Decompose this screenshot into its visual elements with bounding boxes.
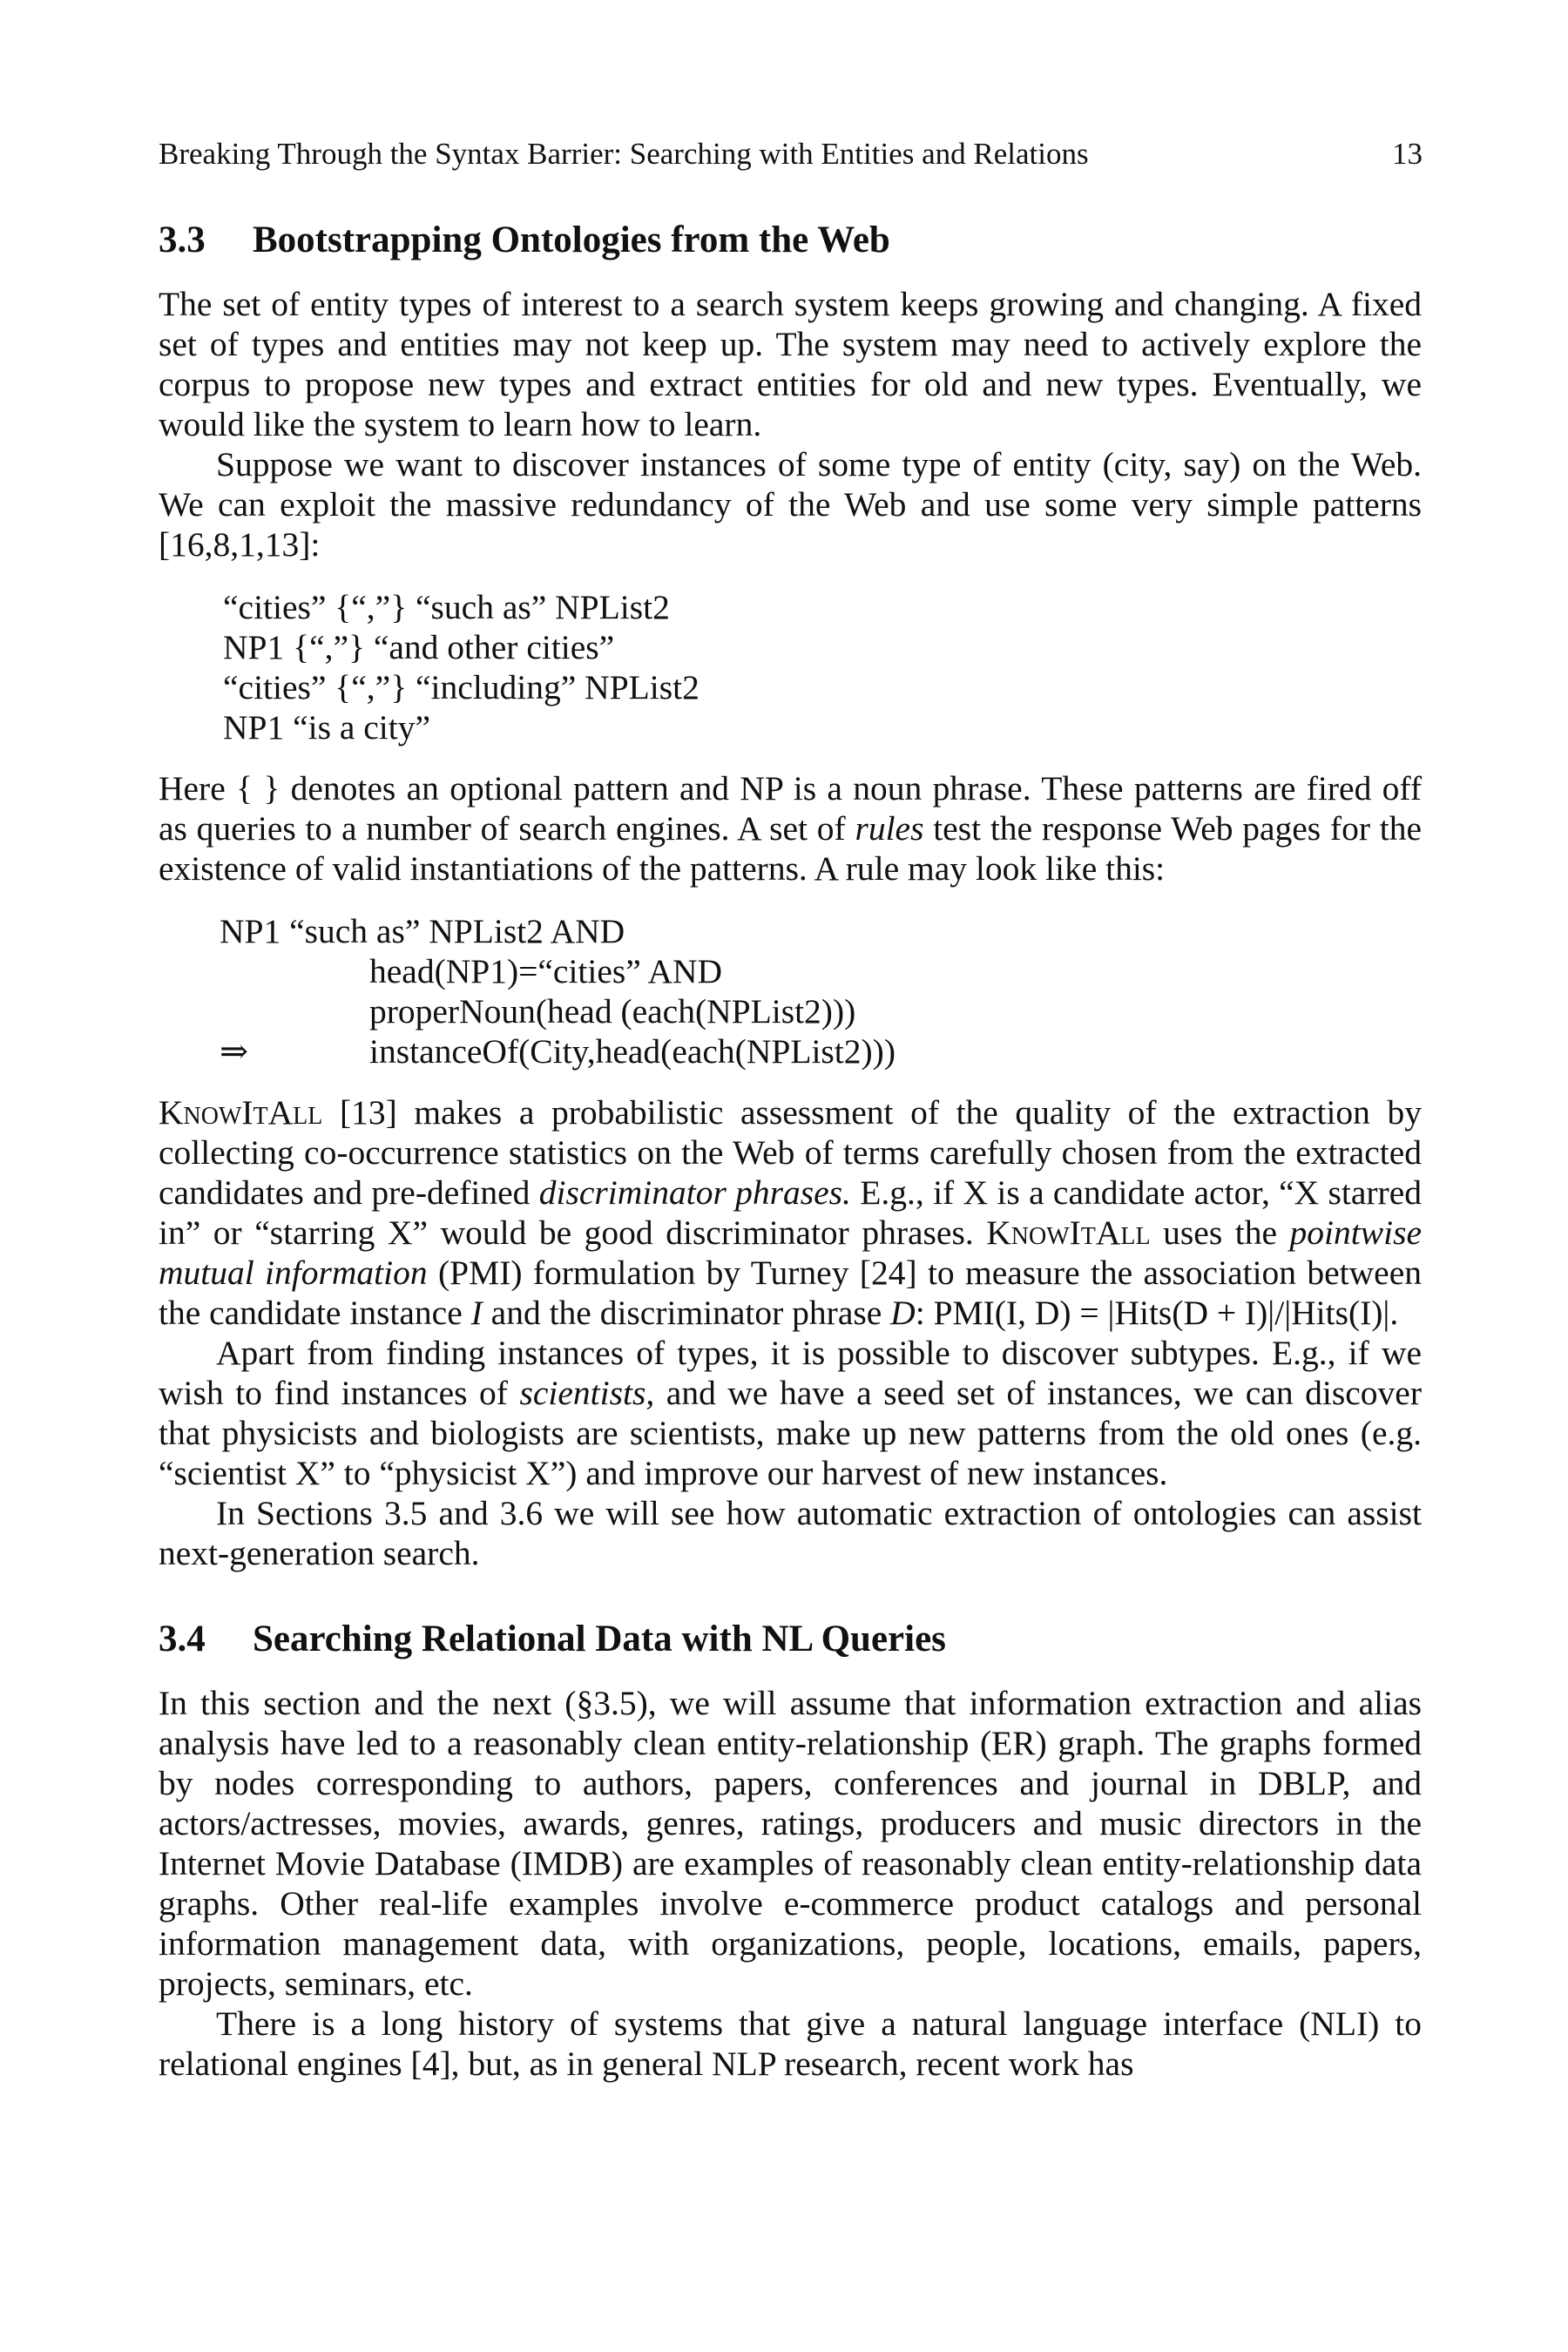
paragraph: In this section and the next (§3.5), we will assume that information extraction and alias analysis have led to a reasonably clean entity-relationship (ER) graph. The graphs formed by nodes corresponding to authors, papers, conferences and journal in DBLP, and actors/actresses, movies, awards, genres, ratings, producers and music directors in the Internet Movie Database (IMDB) are examples of reasonably clean entity-relationship data graphs. Other real-life examples involve e-commerce product catalogs and personal information management data, with organizations, people, locations, emails, papers, projects, seminars, etc.	[159, 1684, 1422, 2003]
text-run: and the discriminator phrase	[482, 1294, 891, 1332]
paragraph	[159, 1092, 1422, 1333]
pattern-line: “cities” {“,”} “including” NPList2	[223, 668, 700, 706]
section-number: 3.3	[159, 220, 206, 260]
page-number: 13	[1392, 137, 1423, 171]
text-run: Here { } denotes an optional pattern and NP is a noun phrase. These patterns are fired off as queries to a number of search engines. A set of	[159, 769, 1422, 848]
section-spacer	[159, 1573, 1422, 1615]
emphasis: rules	[855, 809, 924, 848]
system-name: KnowItAll	[159, 1093, 323, 1132]
body-text	[159, 216, 1422, 2084]
section-title: Searching Relational Data with NL Queries	[253, 1619, 946, 1659]
math-variable: D	[890, 1294, 916, 1332]
rule-line	[220, 951, 1422, 991]
section-heading-3-4	[159, 1615, 1422, 1664]
pattern-list	[223, 587, 1422, 747]
math-variable: I	[470, 1294, 483, 1332]
text-run: uses the	[1150, 1213, 1290, 1252]
emphasis: discriminator phrases.	[538, 1173, 851, 1212]
paragraph: The set of entity types of interest to a search system keeps growing and changing. A fixed set of types and entities may not keep up. The system may need to actively explore the corpus to propose new types and extract entities for old and new types. Eventually, we would like the system to learn how to learn.	[159, 285, 1422, 443]
emphasis: scientists,	[519, 1374, 655, 1412]
system-name: KnowItAll	[986, 1213, 1151, 1252]
text-run: (PMI) formulation by Turney [24] to measure the association between the candidate instance	[159, 1254, 1422, 1332]
implies-arrow: ⇒	[220, 1032, 249, 1071]
paragraph: In Sections 3.5 and 3.6 we will see how automatic extraction of ontologies can assist next-generation search.	[159, 1494, 1422, 1572]
rule-line	[220, 991, 1422, 1031]
rule-block	[220, 911, 1422, 1071]
text-run: [13] makes a probabilistic assessment of the quality of the extraction by collecting co-occurrence statistics on the Web of terms carefully chosen from the extracted candidates and pre-defined	[159, 1093, 1422, 1212]
running-head	[159, 132, 1423, 176]
rule-text: NP1 “such as” NPList2 AND	[220, 912, 625, 950]
text-run: E.g., if X is a candidate actor, “X starred in” or “starring X” would be good discriminator phrases.	[159, 1173, 1422, 1252]
paragraph	[159, 768, 1422, 889]
formula: : PMI(I, D) = |Hits(D + I)|/|Hits(I)|.	[915, 1294, 1399, 1332]
pattern-line: NP1 {“,”} “and other cities”	[223, 628, 615, 666]
rule-text: properNoun(head (each(NPList2)))	[369, 992, 856, 1031]
section-number: 3.4	[159, 1619, 206, 1659]
pattern-line: NP1 “is a city”	[223, 708, 431, 747]
rule-line	[220, 911, 1422, 951]
text-run: test the response Web pages for the existence of valid instantiations of the patterns. A rule may look like this:	[159, 809, 1422, 888]
emphasis: pointwise mutual information	[159, 1213, 1422, 1292]
rule-text: head(NP1)=“cities” AND	[369, 952, 723, 990]
rule-text: instanceOf(City,head(each(NPList2)))	[369, 1032, 896, 1071]
running-head-title: Breaking Through the Syntax Barrier: Searching with Entities and Relations	[159, 137, 1089, 171]
rule-line	[220, 1031, 1422, 1071]
text-run: Apart from finding instances of types, it is possible to discover subtypes. E.g., if we wish to find instances of	[159, 1334, 1422, 1412]
section-heading-3-3	[159, 216, 1422, 265]
pattern-line: “cities” {“,”} “such as” NPList2	[223, 588, 670, 626]
paragraph: Suppose we want to discover instances of some type of entity (city, say) on the Web. We can exploit the massive redundancy of the Web and use some very simple patterns [16,8,1,13]:	[159, 445, 1422, 564]
paragraph: There is a long history of systems that give a natural language interface (NLI) to relational engines [4], but, as in general NLP research, recent work has	[159, 2004, 1422, 2083]
text-run: and we have a seed set of instances, we can discover that physicists and biologists are scientists, make up new patterns from the old ones (e.g. “scientist X” to “physicist X”) and improve our harvest of new instances.	[159, 1374, 1422, 1492]
paragraph	[159, 1333, 1422, 1493]
section-title: Bootstrapping Ontologies from the Web	[253, 220, 890, 260]
